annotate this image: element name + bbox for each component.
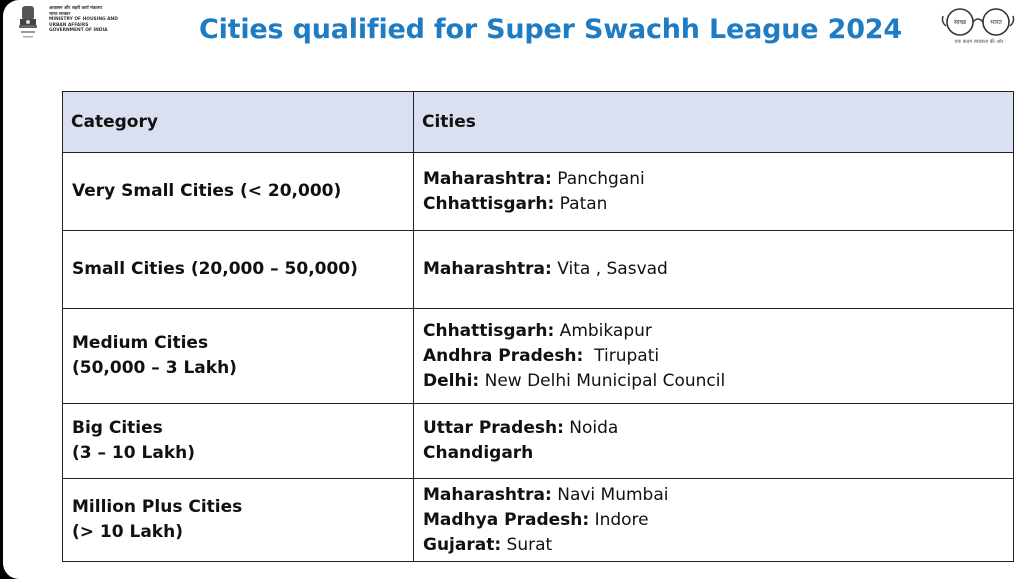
slide [3, 0, 1024, 579]
city-entry [423, 533, 1013, 558]
logo-tagline: एक कदम स्वच्छता की ओर [954, 39, 1004, 45]
city-names: New Delhi Municipal Council [479, 370, 726, 391]
ministry-label [49, 6, 139, 34]
category-line: (50,000 – 3 Lakh) [72, 358, 237, 378]
ministry-line: MINISTRY OF HOUSING AND [49, 17, 118, 23]
qualified-cities-table [62, 91, 1014, 562]
state-name: Uttar Pradesh: [423, 418, 564, 438]
category-cell [63, 309, 414, 404]
city-entry [423, 369, 1013, 394]
state-name: Maharashtra: [423, 259, 552, 279]
city-names: Panchgani [551, 168, 645, 189]
cities-cell [414, 404, 1014, 479]
national-emblem-icon [15, 4, 41, 44]
city-entry [423, 483, 1013, 508]
category-line: Big Cities [72, 418, 163, 438]
city-entry [423, 441, 1013, 466]
ministry-line: URBAN AFFAIRS [49, 22, 89, 28]
state-name: Delhi: [423, 370, 480, 391]
city-names: Vita , Sasvad [551, 259, 668, 279]
city-names: Surat [501, 534, 553, 555]
city-names: Tirupati [583, 345, 660, 366]
city-entry [423, 416, 1013, 441]
state-name: Chhattisgarh: [423, 193, 555, 214]
state-name: Maharashtra: [423, 168, 552, 189]
city-names: Indore [589, 509, 649, 530]
city-entry [423, 319, 1013, 344]
cities-cell [414, 231, 1014, 309]
category-line: Very Small Cities (< 20,000) [72, 181, 342, 201]
city-names: Navi Mumbai [551, 484, 669, 505]
city-entry [423, 508, 1013, 533]
city-names: Noida [563, 418, 619, 438]
page-title: Cities qualified for Super Swachh League 2024 [199, 14, 902, 45]
city-entry [423, 257, 1013, 282]
category-line: Million Plus Cities [72, 497, 243, 517]
category-line: (> 10 Lakh) [72, 522, 183, 542]
state-name: Andhra Pradesh: [423, 345, 584, 366]
category-cell [63, 231, 414, 309]
table-row [63, 231, 1014, 309]
category-cell [63, 153, 414, 231]
city-names: Patan [554, 193, 608, 214]
ministry-line: आवासन और शहरी कार्य मंत्रालय [49, 6, 102, 11]
category-cell [63, 479, 414, 562]
table-row [63, 309, 1014, 404]
state-name: Gujarat: [423, 534, 502, 555]
logo-word: स्वच्छ [953, 19, 967, 26]
category-line: Small Cities (20,000 – 50,000) [72, 259, 358, 279]
table-row [63, 479, 1014, 562]
city-entry [423, 192, 1013, 217]
city-names: Ambikapur [554, 320, 652, 341]
state-name: Madhya Pradesh: [423, 509, 590, 530]
table-row [63, 153, 1014, 231]
table-row [63, 404, 1014, 479]
logo-word: भारत [990, 19, 1002, 26]
state-name: Chandigarh [423, 443, 534, 463]
cities-cell [414, 309, 1014, 404]
city-entry [423, 167, 1013, 192]
column-header-cities: Cities [414, 92, 1014, 153]
ministry-line: भारत सरकार [49, 11, 71, 17]
ministry-line: GOVERNMENT OF INDIA [49, 28, 108, 34]
cities-cell [414, 479, 1014, 562]
category-line: (3 – 10 Lakh) [72, 443, 195, 463]
table-header-row [63, 92, 1014, 153]
column-header-category: Category [63, 92, 414, 153]
state-name: Chhattisgarh: [423, 320, 555, 341]
city-entry [423, 344, 1013, 369]
cities-cell [414, 153, 1014, 231]
category-line: Medium Cities [72, 333, 209, 353]
category-cell [63, 404, 414, 479]
state-name: Maharashtra: [423, 484, 552, 505]
